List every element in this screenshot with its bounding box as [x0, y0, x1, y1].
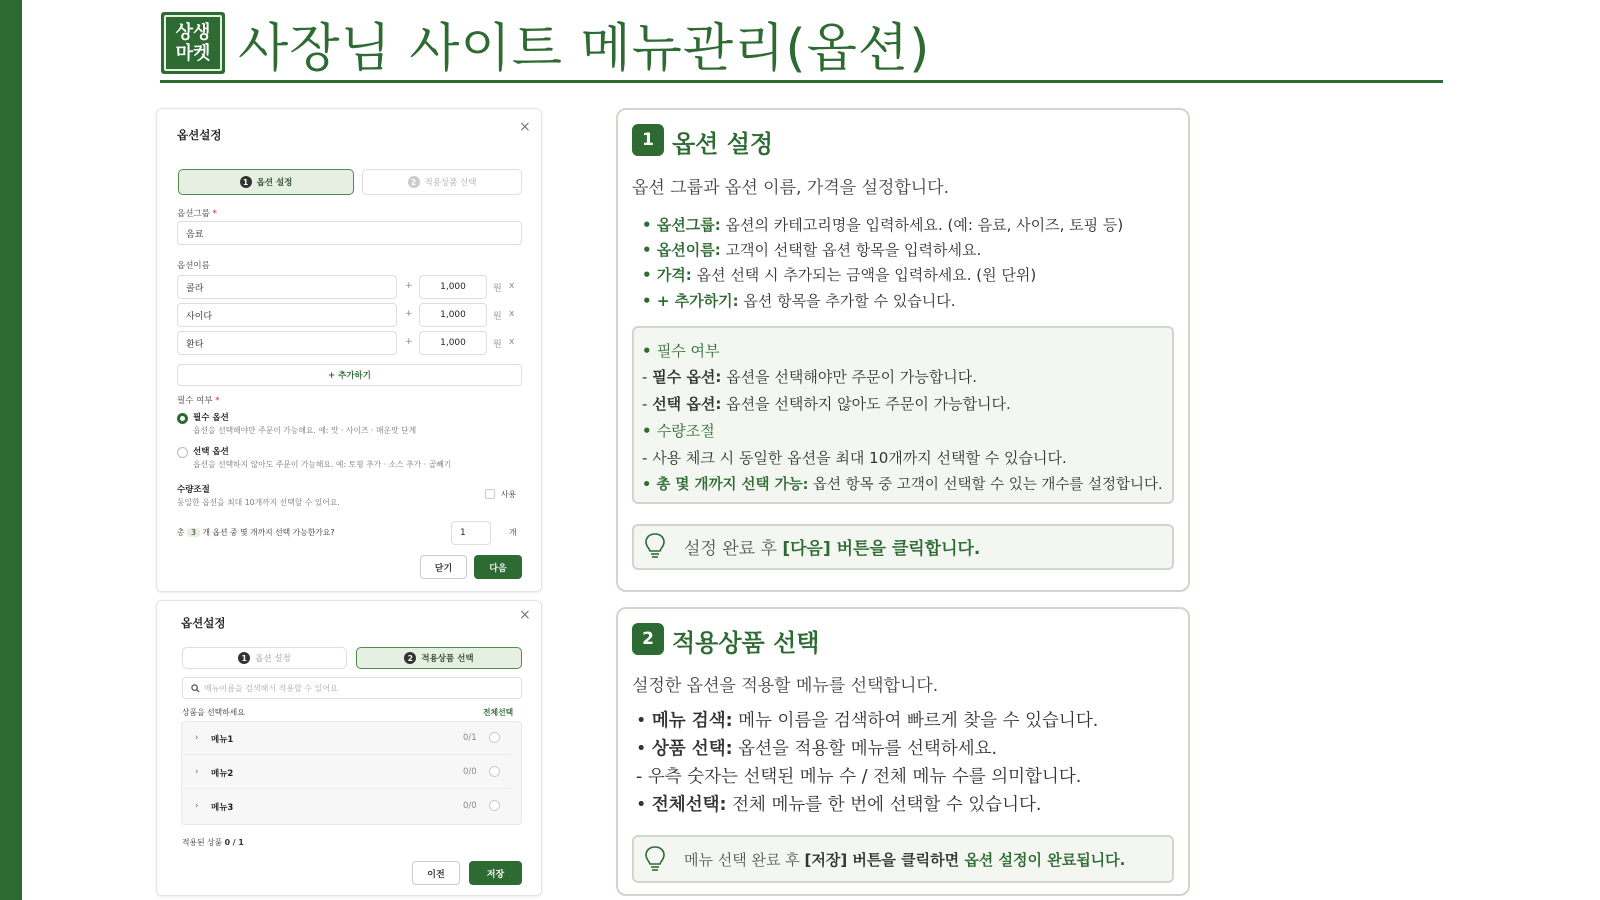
menu-search-input[interactable] [182, 677, 522, 699]
step-label: 옵션 설정 [256, 178, 293, 188]
select-products-label: 상품을 선택하세요 [182, 708, 245, 717]
tab-option-settings[interactable] [178, 169, 354, 195]
menu-select-radio[interactable] [489, 766, 500, 777]
step-number: 2 [408, 176, 420, 188]
quantity-control-desc: 동일한 옵션을 최대 10개까지 선택할 수 있어요. [177, 498, 340, 507]
tip-text: 설정 완료 후 [다음] 버튼을 클릭합니다. [684, 539, 981, 559]
applied-products: 적용된 상품 0 / 1 [182, 838, 244, 847]
step-number: 1 [238, 652, 250, 664]
required-option-radio[interactable] [177, 413, 188, 424]
page-title: 사장님 사이트 메뉴관리(옵션) [238, 19, 931, 79]
search-placeholder: 메뉴이름을 검색해서 적용할 수 있어요 [204, 683, 338, 693]
chevron-right-icon[interactable]: › [195, 733, 199, 743]
count-question: 총 3 개 옵션 중 몇 개까지 선택 가능한가요? [177, 528, 335, 537]
title-divider [160, 80, 1443, 83]
tab-option-settings[interactable] [182, 647, 347, 669]
logo-line1: 상생 [175, 22, 211, 43]
chevron-right-icon[interactable]: › [195, 801, 199, 811]
plus-sign: + [405, 337, 413, 347]
option-name-input[interactable]: 콜라 [177, 275, 397, 299]
info-line: - 필수 옵션: 옵션을 선택해야만 주문이 가능합니다. [642, 368, 978, 386]
guide-bullet: - 우측 숫자는 선택된 메뉴 수 / 전체 메뉴 수를 의미합니다. [636, 767, 1082, 787]
option-settings-modal-step2 [156, 600, 542, 896]
currency-unit: 원 [493, 312, 502, 322]
bulb-icon [644, 532, 666, 560]
plus-sign: + [405, 281, 413, 291]
info-line: • 총 몇 개까지 선택 가능: 옵션 항목 중 고객이 선택할 수 있는 개수를 설정합니다. [642, 477, 1163, 493]
step-number-badge: 2 [632, 623, 664, 655]
info-line: - 사용 체크 시 동일한 옵션을 최대 10개까지 선택할 수 있습니다. [642, 449, 1067, 467]
step-number-badge: 1 [632, 124, 664, 156]
step-label: 적용상품 선택 [424, 178, 477, 188]
bulb-icon [644, 845, 666, 873]
option-group-label: 옵션그룹 * [177, 209, 217, 219]
guide-bullet: • + 추가하기: 옵션 항목을 추가할 수 있습니다. [642, 292, 956, 310]
menu-count: 0/0 [463, 767, 477, 777]
option-settings-guide [616, 108, 1190, 592]
quantity-use-label: 사용 [501, 490, 517, 499]
quantity-use-checkbox[interactable] [485, 489, 495, 499]
menu-select-radio[interactable] [489, 800, 500, 811]
logo-line2: 마켓 [175, 43, 211, 64]
search-icon [191, 684, 200, 693]
guide-bullet: • 상품 선택: 옵션을 적용할 메뉴를 선택하세요. [636, 739, 998, 759]
close-button[interactable]: 닫기 [420, 555, 467, 579]
left-accent-bar [0, 0, 22, 900]
delete-row-button[interactable]: x [509, 337, 515, 347]
required-option-desc: 옵션을 선택해야만 주문이 가능해요. 예: 맛 · 사이즈 · 매운맛 단계 [193, 426, 417, 435]
list-item[interactable] [181, 723, 511, 755]
step-number: 2 [404, 652, 416, 664]
count-unit: 개 [509, 528, 517, 537]
info-line: - 선택 옵션: 옵션을 선택하지 않아도 주문이 가능합니다. [642, 395, 1011, 413]
applied-count: 0 / 1 [224, 838, 244, 847]
optional-option-title: 선택 옵션 [193, 447, 229, 457]
menu-name: 메뉴2 [211, 769, 234, 779]
apply-products-guide [616, 607, 1190, 896]
option-name-label: 옵션이름 [177, 261, 210, 271]
option-price-input[interactable]: 1,000 [419, 303, 487, 327]
guide-bullet: • 가격: 옵션 선택 시 추가되는 금액을 입력하세요. (원 단위) [642, 266, 1037, 284]
plus-sign: + [405, 309, 413, 319]
chevron-right-icon[interactable]: › [195, 767, 199, 777]
menu-name: 메뉴3 [211, 803, 234, 813]
modal-title: 옵션설정 [177, 128, 222, 142]
max-select-input[interactable]: 1 [451, 521, 491, 545]
guide-bullet: • 옵션이름: 고객이 선택할 옵션 항목을 입력하세요. [642, 241, 982, 259]
guide-heading: 적용상품 선택 [672, 629, 820, 657]
guide-bullet: • 메뉴 검색: 메뉴 이름을 검색하여 빠르게 찾을 수 있습니다. [636, 711, 1099, 731]
next-button[interactable]: 다음 [474, 555, 522, 579]
guide-heading: 옵션 설정 [672, 130, 774, 158]
optional-option-radio[interactable] [177, 447, 188, 458]
list-item[interactable] [181, 791, 511, 823]
quantity-control-title: 수량조절 [177, 485, 210, 495]
step-label: 옵션 설정 [255, 654, 291, 664]
menu-count: 0/1 [463, 733, 477, 743]
guide-subtitle: 옵션 그룹과 옵션 이름, 가격을 설정합니다. [632, 178, 950, 198]
option-settings-modal-step1 [156, 108, 542, 592]
step-label: 적용상품 선택 [421, 654, 474, 664]
option-price-input[interactable]: 1,000 [419, 331, 487, 355]
tab-apply-products[interactable] [362, 169, 522, 195]
modal-title: 옵션설정 [181, 616, 226, 630]
count-badge: 3 [187, 528, 200, 537]
menu-name: 메뉴1 [211, 735, 234, 745]
currency-unit: 원 [493, 340, 502, 350]
delete-row-button[interactable]: x [509, 281, 515, 291]
select-all-link[interactable]: 전체선택 [483, 708, 514, 717]
save-button[interactable]: 저장 [469, 861, 522, 885]
required-option-title: 필수 옵션 [193, 413, 229, 423]
menu-count: 0/0 [463, 801, 477, 811]
prev-button[interactable]: 이전 [412, 861, 460, 885]
tip-text: 메뉴 선택 완료 후 [저장] 버튼을 클릭하면 옵션 설정이 완료됩니다. [684, 851, 1126, 869]
logo [161, 12, 225, 74]
option-price-input[interactable]: 1,000 [419, 275, 487, 299]
currency-unit: 원 [493, 284, 502, 294]
delete-row-button[interactable]: x [509, 309, 515, 319]
add-option-button[interactable]: + 추가하기 [177, 364, 522, 386]
menu-select-radio[interactable] [489, 732, 500, 743]
list-item[interactable] [181, 757, 511, 789]
required-label: 필수 여부 * [177, 396, 220, 406]
info-line: • 필수 여부 [642, 342, 720, 360]
option-name-input[interactable]: 사이다 [177, 303, 397, 327]
step-number: 1 [240, 176, 252, 188]
option-group-input[interactable]: 음료 [177, 221, 522, 245]
info-line: • 수량조절 [642, 422, 715, 440]
close-icon[interactable]: × [519, 119, 531, 135]
guide-bullet: • 옵션그룹: 옵션의 카테고리명을 입력하세요. (예: 음료, 사이즈, 토핑 등) [642, 216, 1124, 234]
guide-subtitle: 설정한 옵션을 적용할 메뉴를 선택합니다. [632, 676, 939, 696]
close-icon[interactable]: × [519, 607, 531, 623]
tab-apply-products[interactable] [356, 647, 522, 669]
guide-bullet: • 전체선택: 전체 메뉴를 한 번에 선택할 수 있습니다. [636, 795, 1042, 815]
optional-option-desc: 옵션을 선택하지 않아도 주문이 가능해요. 예: 토핑 추가 · 소스 추가 · 곱빼기 [193, 460, 452, 469]
option-name-input[interactable]: 환타 [177, 331, 397, 355]
